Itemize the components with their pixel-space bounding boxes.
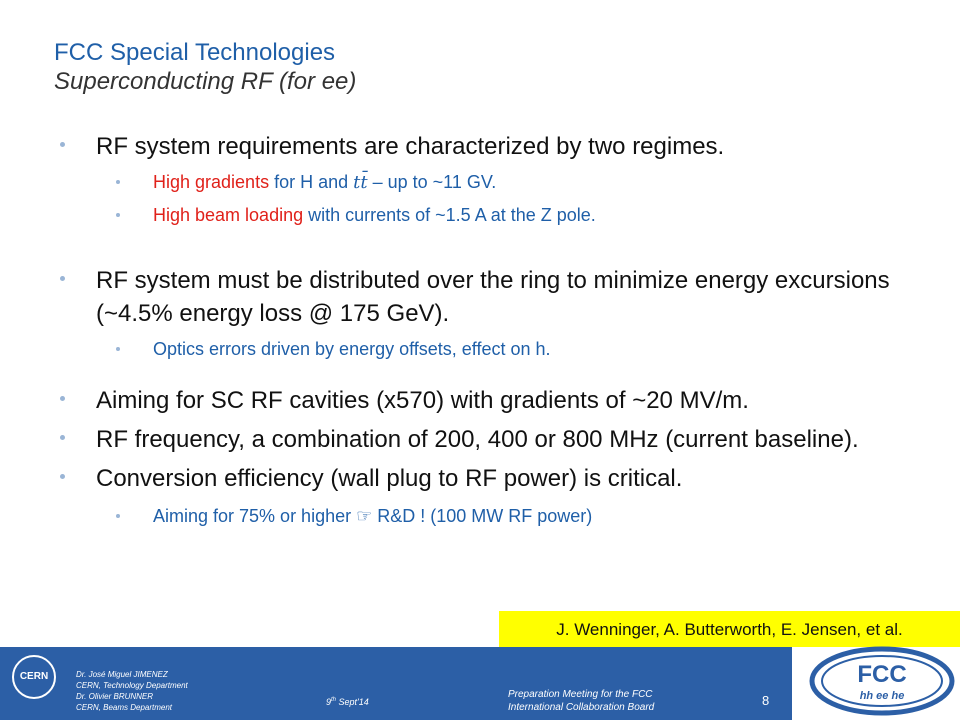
author-line: Dr. Olivier BRUNNER	[76, 692, 154, 701]
bullet-dot	[116, 347, 120, 351]
bullet-3-text: Aiming for SC RF cavities (x570) with gradients of ~20 MV/m.	[96, 387, 749, 414]
sub-text: – up to ~11 GV.	[367, 172, 497, 192]
cern-logo-icon: CERN	[12, 655, 56, 699]
red-text: High gradients	[153, 172, 270, 192]
sub-text: with currents of ~1.5 A at the Z pole.	[303, 205, 596, 225]
page-number: 8	[762, 693, 770, 708]
meeting-line: International Collaboration Board	[508, 702, 655, 713]
bullet-1	[60, 130, 940, 163]
bullet-1-text: RF system requirements are characterized by two regimes.	[96, 133, 725, 160]
bullet-4	[60, 423, 940, 456]
footer-date	[326, 697, 369, 707]
bullet-dot	[60, 276, 65, 281]
sub-text: Aiming for 75% or higher ☞ R&D ! (100 MW RF power)	[153, 506, 593, 526]
bullet-2-sub-1	[60, 336, 940, 362]
footer-authors	[76, 669, 188, 713]
author-line: CERN, Beams Department	[76, 703, 173, 712]
red-text: High beam loading	[153, 205, 304, 225]
bullet-4-text: RF frequency, a combination of 200, 400 or 800 MHz (current baseline).	[96, 426, 859, 453]
footer-meeting	[508, 688, 654, 714]
bullet-1-sub-1	[60, 169, 940, 196]
bullet-5	[60, 462, 940, 495]
date-day: 9	[326, 697, 332, 707]
author-line: Dr. José Miguel JIMENEZ	[76, 670, 168, 679]
fcc-logo-icon	[808, 644, 956, 718]
date-sup: th	[331, 697, 337, 703]
fcc-logo-subtext: hh ee he	[859, 690, 905, 702]
title-main: FCC Special Technologies	[54, 39, 336, 66]
bullet-2-text: RF system must be distributed over the ring to minimize energy excursions (~4.5% energy loss @ 175 GeV).	[96, 267, 890, 327]
slide-title	[54, 38, 356, 96]
bullet-5-sub-1	[60, 503, 940, 529]
math-tt: tt̄	[353, 172, 368, 193]
fcc-logo-text: FCC	[857, 661, 907, 688]
bullet-dot	[60, 474, 65, 479]
author-line: CERN, Technology Department	[76, 681, 188, 690]
bullet-dot	[116, 180, 120, 184]
bullet-1-sub-2	[60, 202, 940, 228]
date-rest: Sept'14	[336, 697, 369, 707]
bullet-dot	[116, 514, 120, 518]
sub-text: Optics errors driven by energy offsets, effect on h.	[153, 339, 551, 359]
bullet-dot	[60, 435, 65, 440]
title-subtitle: Superconducting RF (for ee)	[54, 68, 357, 95]
meeting-line: Preparation Meeting for the FCC	[508, 689, 653, 700]
bullet-dot	[60, 142, 65, 147]
sub-text: for H and	[269, 172, 354, 192]
bullet-dot	[116, 213, 120, 217]
bullet-dot	[60, 396, 65, 401]
bullet-list	[60, 130, 940, 529]
bullet-2	[60, 264, 940, 330]
bullet-3	[60, 384, 940, 417]
credit-box: J. Wenninger, A. Butterworth, E. Jensen, et al.	[499, 611, 960, 649]
bullet-5-text: Conversion efficiency (wall plug to RF power) is critical.	[96, 465, 683, 492]
